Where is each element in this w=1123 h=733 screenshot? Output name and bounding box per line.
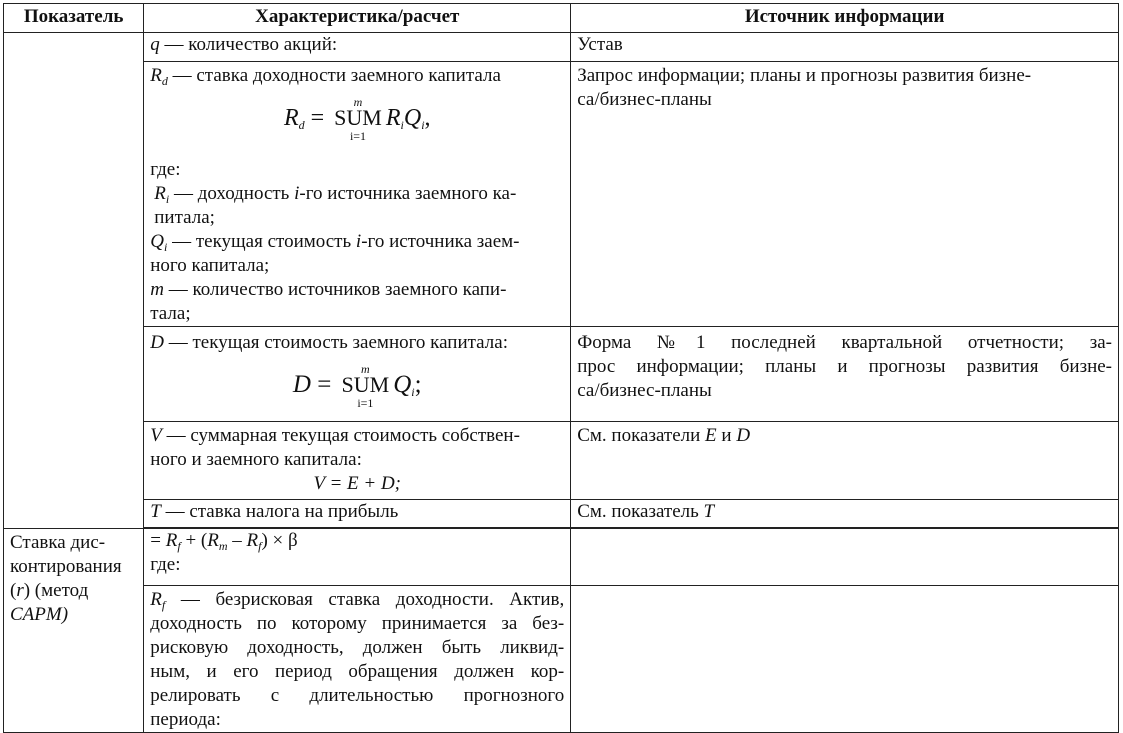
table-row xyxy=(4,586,1119,733)
characteristic-cell: V — суммарная текущая стоимость собствен- ного и заемного капитала: V = E + D; xyxy=(144,422,571,500)
characteristic-cell: = $R_f + (R_m - R_f) \times \beta$ где: xyxy=(144,529,571,586)
source-cell: Запрос информации; планы и прогнозы развития бизне- са/бизнес-планы xyxy=(571,62,1119,327)
table-row xyxy=(4,62,1119,327)
table-row xyxy=(4,529,1119,586)
characteristic-cell: $R_d$ — ставка доходности заемного капитала $R_d$ = m SUM i=1 $R_iQ_i$, где: $R_i$ — доходность i-го источника заемного ка- питала; $Q_i$ — текущая стоимость i-го источника заем- ного капитала; m — количество источников заемного капи- тала; xyxy=(144,62,571,327)
source-cell xyxy=(571,586,1119,733)
indicators-table xyxy=(3,3,1119,733)
characteristic-cell: $R_f$ — безрисковая ставка доходности. Актив, доходность по которому принимается за без- рисковую доходность, должен быть ликвид- ным, и его период обращения должен кор- релировать с длительностью прогнозного периода: xyxy=(144,586,571,733)
characteristic-cell: T — ставка налога на прибыль xyxy=(144,500,571,528)
source-cell xyxy=(571,529,1119,586)
formula-d: D = m SUM i=1 $Q_i$; xyxy=(292,362,422,410)
source-cell: Устав xyxy=(571,33,1119,62)
characteristic-cell: D — текущая стоимость заемного капитала: D = m SUM i=1 $Q_i$; xyxy=(144,327,571,422)
indicator-cell-empty xyxy=(4,33,144,529)
source-cell: См. показатели E и D xyxy=(571,422,1119,500)
header-characteristic: Характеристика/расчет xyxy=(144,4,571,33)
table-header-row xyxy=(4,4,1119,33)
header-indicator: Показатель xyxy=(4,4,144,33)
table-row xyxy=(4,422,1119,500)
table-row xyxy=(4,327,1119,422)
source-cell: См. показатель T xyxy=(571,500,1119,528)
formula-rd: $R_d$ = m SUM i=1 $R_iQ_i$, xyxy=(283,95,431,143)
source-cell: Форма №1 последней квартальной отчетности; за- прос информации; планы и прогнозы развития бизне- са/бизнес-планы xyxy=(571,327,1119,422)
table-row xyxy=(4,500,1119,528)
characteristic-cell: q — количество акций: xyxy=(144,33,571,62)
table-row xyxy=(4,33,1119,62)
header-source: Источник информации xyxy=(571,4,1119,33)
indicator-cell-capm: Ставка дис- контирования (r) (метод CAPM) xyxy=(4,529,144,733)
